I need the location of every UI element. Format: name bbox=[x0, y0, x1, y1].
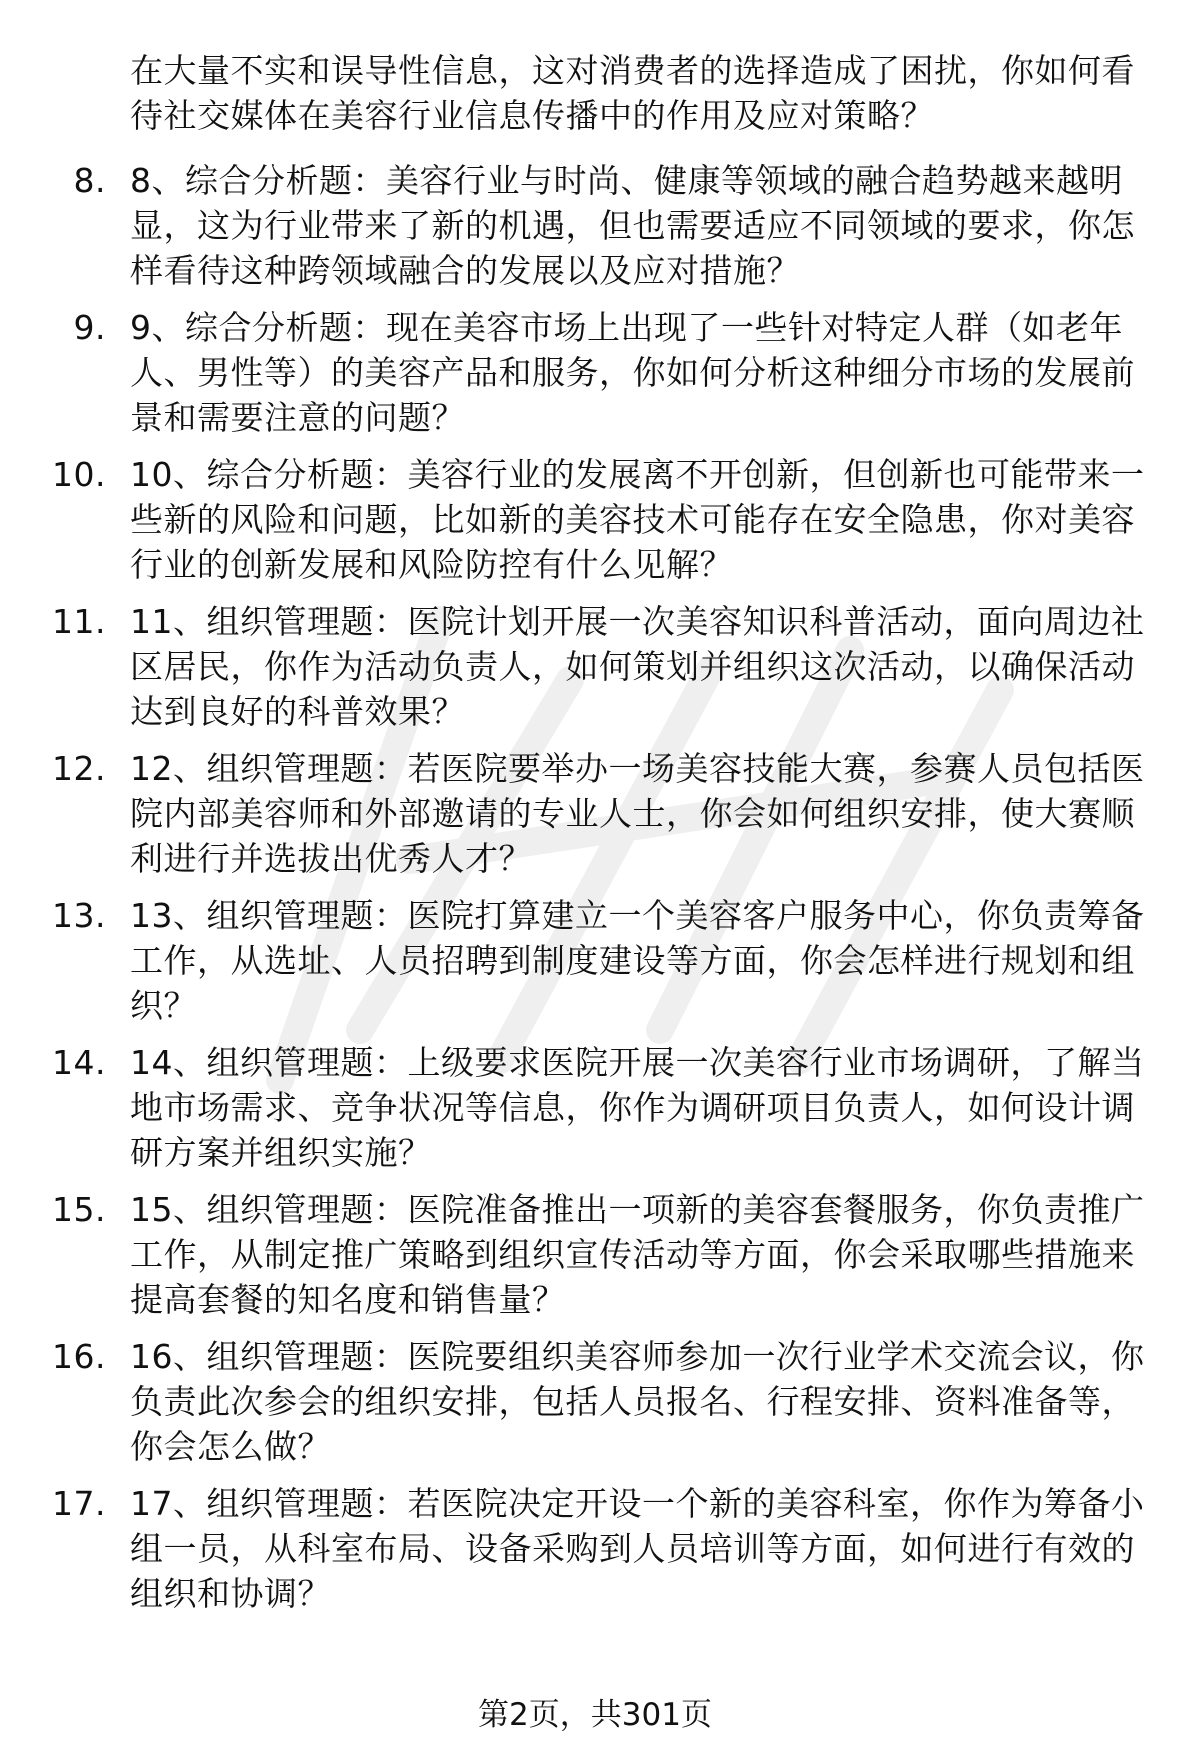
item-number: 16. bbox=[52, 1337, 106, 1376]
item-text: 15、组织管理题：医院准备推出一项新的美容套餐服务，你负责推广工作，从制定推广策略到组织宣传活动等方面，你会采取哪些措施来提高套餐的知名度和销售量？ bbox=[130, 1190, 1145, 1319]
item-text: 14、组织管理题：上级要求医院开展一次美容行业市场调研，了解当地市场需求、竞争状况等信息，你作为调研项目负责人，如何设计调研方案并组织实施？ bbox=[130, 1043, 1145, 1172]
item-number: 9. bbox=[73, 308, 106, 347]
item-number: 17. bbox=[52, 1484, 106, 1523]
item-number: 8. bbox=[73, 161, 106, 200]
list-item bbox=[0, 1334, 1160, 1469]
item-text: 13、组织管理题：医院打算建立一个美容客户服务中心，你负责筹备工作，从选址、人员招聘到制度建设等方面，你会怎样进行规划和组织？ bbox=[130, 896, 1145, 1025]
item-text: 8、综合分析题：美容行业与时尚、健康等领域的融合趋势越来越明显，这为行业带来了新的机遇，但也需要适应不同领域的要求，你怎样看待这种跨领域融合的发展以及应对措施？ bbox=[130, 161, 1135, 290]
item-number: 10. bbox=[52, 455, 106, 494]
item-text: 9、综合分析题：现在美容市场上出现了一些针对特定人群（如老年人、男性等）的美容产品和服务，你如何分析这种细分市场的发展前景和需要注意的问题？ bbox=[130, 308, 1135, 437]
list-item bbox=[0, 599, 1160, 734]
question-list bbox=[0, 158, 1190, 1628]
list-item bbox=[0, 746, 1160, 881]
item-number: 15. bbox=[52, 1190, 106, 1229]
item-text: 11、组织管理题：医院计划开展一次美容知识科普活动，面向周边社区居民，你作为活动负责人，如何策划并组织这次活动，以确保活动达到良好的科普效果？ bbox=[130, 602, 1145, 731]
list-item bbox=[0, 305, 1160, 440]
list-item bbox=[0, 1187, 1160, 1322]
item-number: 11. bbox=[52, 602, 106, 641]
item-number: 12. bbox=[52, 749, 106, 788]
list-item bbox=[0, 1040, 1160, 1175]
list-item bbox=[0, 893, 1160, 1028]
continuation-paragraph: 在大量不实和误导性信息，这对消费者的选择造成了困扰，你如何看待社交媒体在美容行业信息传播中的作用及应对策略？ bbox=[130, 51, 1135, 135]
list-item bbox=[0, 158, 1160, 293]
list-item bbox=[0, 452, 1160, 587]
item-text: 16、组织管理题：医院要组织美容师参加一次行业学术交流会议，你负责此次参会的组织安排，包括人员报名、行程安排、资料准备等，你会怎么做？ bbox=[130, 1337, 1145, 1466]
list-item bbox=[0, 1481, 1160, 1616]
page-number-footer: 第2页，共301页 bbox=[478, 1697, 712, 1733]
item-text: 10、综合分析题：美容行业的发展离不开创新，但创新也可能带来一些新的风险和问题，比如新的美容技术可能存在安全隐患，你对美容行业的创新发展和风险防控有什么见解？ bbox=[130, 455, 1145, 584]
item-number: 13. bbox=[52, 896, 106, 935]
item-number: 14. bbox=[52, 1043, 106, 1082]
item-text: 17、组织管理题：若医院决定开设一个新的美容科室，你作为筹备小组一员，从科室布局、设备采购到人员培训等方面，如何进行有效的组织和协调？ bbox=[130, 1484, 1145, 1613]
item-text: 12、组织管理题：若医院要举办一场美容技能大赛，参赛人员包括医院内部美容师和外部邀请的专业人士，你会如何组织安排，使大赛顺利进行并选拔出优秀人才？ bbox=[130, 749, 1145, 878]
